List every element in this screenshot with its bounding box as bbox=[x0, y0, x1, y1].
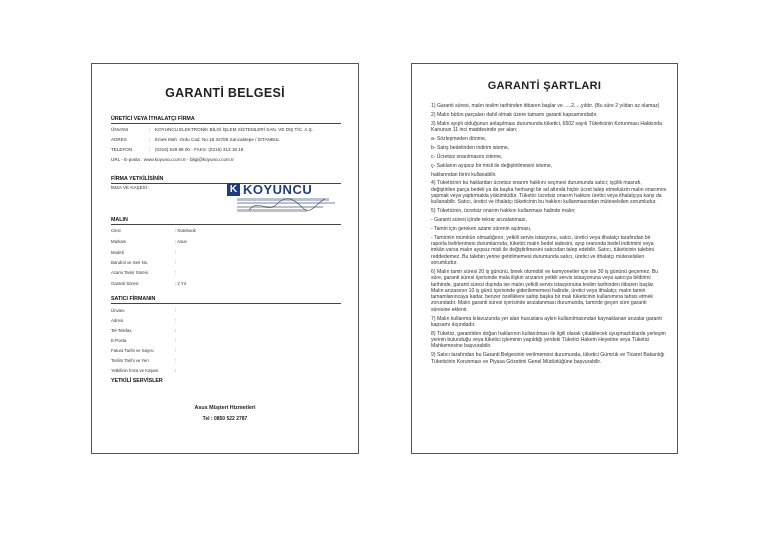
manufacturer-name-row: ÜNVANI : KOYUNCU ELEKTRONİK BİLGİ İŞLEM SİSTEMLERİ SAN. VE DIŞ TİC. A.Ş. bbox=[111, 127, 313, 132]
term-paragraph: 4) Tüketicinin bu haklardan ücretsiz onarım hakkını seçmesi durumunda satıcı; işçilik masrafı, değiştirilen parça bedeli ya da başka herhangi bir ad altında hiçbir ücret talep etmeksizin malın onarımını yapmak veya yaptırmakla yükümlüdür. Tüketici ücretsiz onarım hakkını üretici veya ithalatçıya karşı da kullanabilir. Satıcı, üretici ve ithalatçı tüketicinin bu hakkını kullanmasından müteselsilen sorumludur. bbox=[431, 180, 667, 206]
product-row-label: Garanti Süresi bbox=[111, 281, 139, 286]
term-paragraph: - Tamirinin mümkün olmadığının, yetkili servis istasyonu, satıcı, üretici veya ithalatçı tarafından bir raporla belirlenmesi durumlarında; tüketici malın bedel iadesini, ayıp oranında bedel indirimini veya imkân varsa malın ayıpsız misli ile değiştirilmesini satıcıdan talep edebilir. Satıcı, tüketicinin talebini reddedemez. Bu talebin yerine getirilmemesi durumunda satıcı, üretici ve ithalatçı müteselsilen sorumludur. bbox=[431, 234, 654, 267]
term-paragraph: 1) Garanti süresi, malın teslim tarihinden itibaren başlar ve .....2.....yıldır. (Bu süre 2 yıldan az olamaz) bbox=[431, 103, 660, 109]
seller-heading: SATICI FİRMANIN bbox=[111, 296, 341, 304]
product-row-value-text: Asus bbox=[177, 239, 187, 244]
term-paragraph: ç- Satılanın ayıpsız bir misli ile değiştirilmesini isteme, bbox=[431, 162, 553, 169]
term-paragraph: - Tamiri için gereken azami sürenin aşılması, bbox=[431, 225, 532, 232]
signature-label: İMZA VE KAŞESİ : bbox=[111, 185, 150, 190]
contact-name: Asus Müşteri Hizmetleri bbox=[194, 405, 256, 411]
product-row-value: : bbox=[175, 250, 177, 255]
page-title: GARANTİ ŞARTLARI bbox=[487, 80, 602, 92]
manufacturer-heading: ÜRETİCİ VEYA İTHALATÇI FİRMA bbox=[111, 116, 341, 124]
product-row-value-text: Notebook bbox=[177, 228, 196, 233]
signature-icon bbox=[247, 196, 327, 214]
product-heading: MALIN bbox=[111, 217, 341, 225]
term-paragraph: 3) Malın ayıplı olduğunun anlaşılması durumunda tüketici, 6502 sayılı Tüketicinin Korunması Hakkında Kanunun 11 inci maddesinde yer alan; bbox=[431, 120, 662, 134]
term-paragraph: 2) Malın bütün parçaları dahil olmak üzere tamamı garanti kapsamındadır. bbox=[431, 111, 598, 118]
product-row-label: Modeli bbox=[111, 250, 124, 255]
term-paragraph: 9) Satıcı tarafından bu Garanti Belgesinin verilmemesi durumunda, tüketici Gümrük ve Ticaret Bakanlığı Tüketicinin Korunması ve Piyasa Gözetimi Genel Müdürlüğüne başvurabilir. bbox=[431, 352, 665, 365]
seller-row-value: : bbox=[175, 358, 177, 363]
term-paragraph: 6) Malın tamir süresi 20 iş gününü, binek otomobil ve kamyonetler için ise 30 iş gününü geçemez. Bu süre, garanti süresi içerisinde mala ilişkin arızanın yetkili servis istasyonuna veya satıcıya bildirimi tarihinde, garanti süresi dışında ise malın yetkili servis istasyonuna teslim tarihinden itibaren başlar. Malın arızasının 10 iş günü içerisinde giderilememesi halinde, üretici veya ithalatçı; malın tamiri tamamlanıncaya kadar, benzer özelliklere sahip başka bir malı tüketicinin kullanımına tahsis etmek zorundadır. Malın garanti süresi içerisinde arızalanması durumunda, tamirde geçen süre garanti süresine eklenir. bbox=[431, 268, 659, 313]
term-paragraph: 5) Tüketicinin, ücretsiz onarım hakkını kullanması halinde malın; bbox=[431, 208, 576, 215]
seller-row-value: : bbox=[175, 338, 177, 343]
seller-row-label: Adresi bbox=[111, 318, 124, 323]
seller-row-value: : bbox=[175, 368, 177, 373]
seller-row-label: Fatura Tarihi ve Sayısı bbox=[111, 348, 154, 353]
company-stamp bbox=[227, 182, 339, 216]
manufacturer-address-row: ADRES : Emek Mah. Ordu Cad. No.18 34785 Sancaktepe / İSTANBUL bbox=[111, 137, 280, 142]
page-title: GARANTİ BELGESİ bbox=[165, 86, 285, 100]
manufacturer-url-row: URL - E-posta : www.koyuncu.com.tr - bilgi@koyuncu.com.tr bbox=[111, 157, 234, 162]
seller-row-value: : bbox=[175, 328, 177, 333]
seller-row-value: : bbox=[175, 318, 177, 323]
logo-wordmark: KOYUNCU bbox=[243, 182, 313, 197]
warranty-certificate-page bbox=[91, 63, 359, 454]
warranty-terms-page bbox=[411, 63, 678, 454]
term-paragraph: - Garanti süresi içinde tekrar arızalanması, bbox=[431, 217, 527, 224]
services-heading: YETKİLİ SERVİSLER bbox=[111, 378, 163, 384]
terms-list bbox=[431, 103, 667, 367]
term-paragraph: c- Ücretsiz onarılmasını isteme, bbox=[431, 153, 503, 160]
seller-row-label: Ünvanı bbox=[111, 308, 125, 313]
row-label: ÜNVANI bbox=[111, 127, 129, 132]
product-row-value: : bbox=[175, 270, 177, 275]
product-row-label: Bandrol ve Seri No. bbox=[111, 260, 149, 265]
authorized-heading: FİRMA YETKİLİSİNİN bbox=[111, 176, 341, 184]
seller-row-value: : bbox=[175, 308, 177, 313]
row-value: (0216) 528 88 00 - FAKS: (0216) 313 18 18 bbox=[155, 147, 244, 152]
term-paragraph: a- Sözleşmeden dönme, bbox=[431, 135, 487, 142]
row-value: KOYUNCU ELEKTRONİK BİLGİ İŞLEM SİSTEMLERİ SAN. VE DIŞ TİC. A.Ş. bbox=[155, 127, 313, 132]
term-paragraph: b- Satış bedelinden indirim isteme, bbox=[431, 144, 510, 151]
logo-mark-icon: K bbox=[227, 183, 240, 196]
term-paragraph: 8) Tüketici, garantiden doğan haklarının kullanılması ile ilgili olarak çıkabilecek uyuşmazlıklarda yerleşim yerinin bulunduğu veya tüketici işleminin yapıldığı yerdeki Tüketici Hakem Heyetine veya Tüketici Mahkemesine başvurabilir. bbox=[431, 330, 666, 350]
product-row-value: : bbox=[175, 260, 177, 265]
seller-row-label: Tel-Telefax bbox=[111, 328, 132, 333]
koyuncu-logo bbox=[227, 182, 312, 197]
seller-row-label: Teslim Tarihi ve Yeri bbox=[111, 358, 149, 363]
product-row-value: : Asus bbox=[175, 239, 187, 244]
contact-phone: Tel : 0850 522 2787 bbox=[202, 416, 248, 422]
product-row-value: : Notebook bbox=[175, 228, 196, 233]
seller-row-label: Yetkilinin İmza ve Kaşesi bbox=[111, 368, 159, 373]
term-paragraph: haklarından birini kullanabilir. bbox=[431, 171, 497, 178]
seller-row-label: E-Posta bbox=[111, 338, 127, 343]
row-value: Emek Mah. Ordu Cad. No.18 34785 Sancaktepe / İSTANBUL bbox=[155, 137, 280, 142]
product-row-label: Markası bbox=[111, 239, 127, 244]
term-paragraph: 7) Malın kullanma kılavuzunda yer alan hususlara aykırı kullanılmasından kaynaklanan arızalar garanti kapsamı dışındadır. bbox=[431, 315, 662, 328]
product-row-label: Azami Tamir Süresi bbox=[111, 270, 148, 275]
product-row-value-text: 2 Yıl bbox=[177, 281, 186, 286]
product-row-label: Cinsi bbox=[111, 228, 121, 233]
manufacturer-phone-row: TELEFON : (0216) 528 88 00 - FAKS: (0216) 313 18 18 bbox=[111, 147, 244, 152]
seller-row-value: : bbox=[175, 348, 177, 353]
product-row-value: : 2 Yıl bbox=[175, 281, 186, 286]
row-label: ADRES bbox=[111, 137, 127, 142]
row-label: TELEFON bbox=[111, 147, 133, 152]
